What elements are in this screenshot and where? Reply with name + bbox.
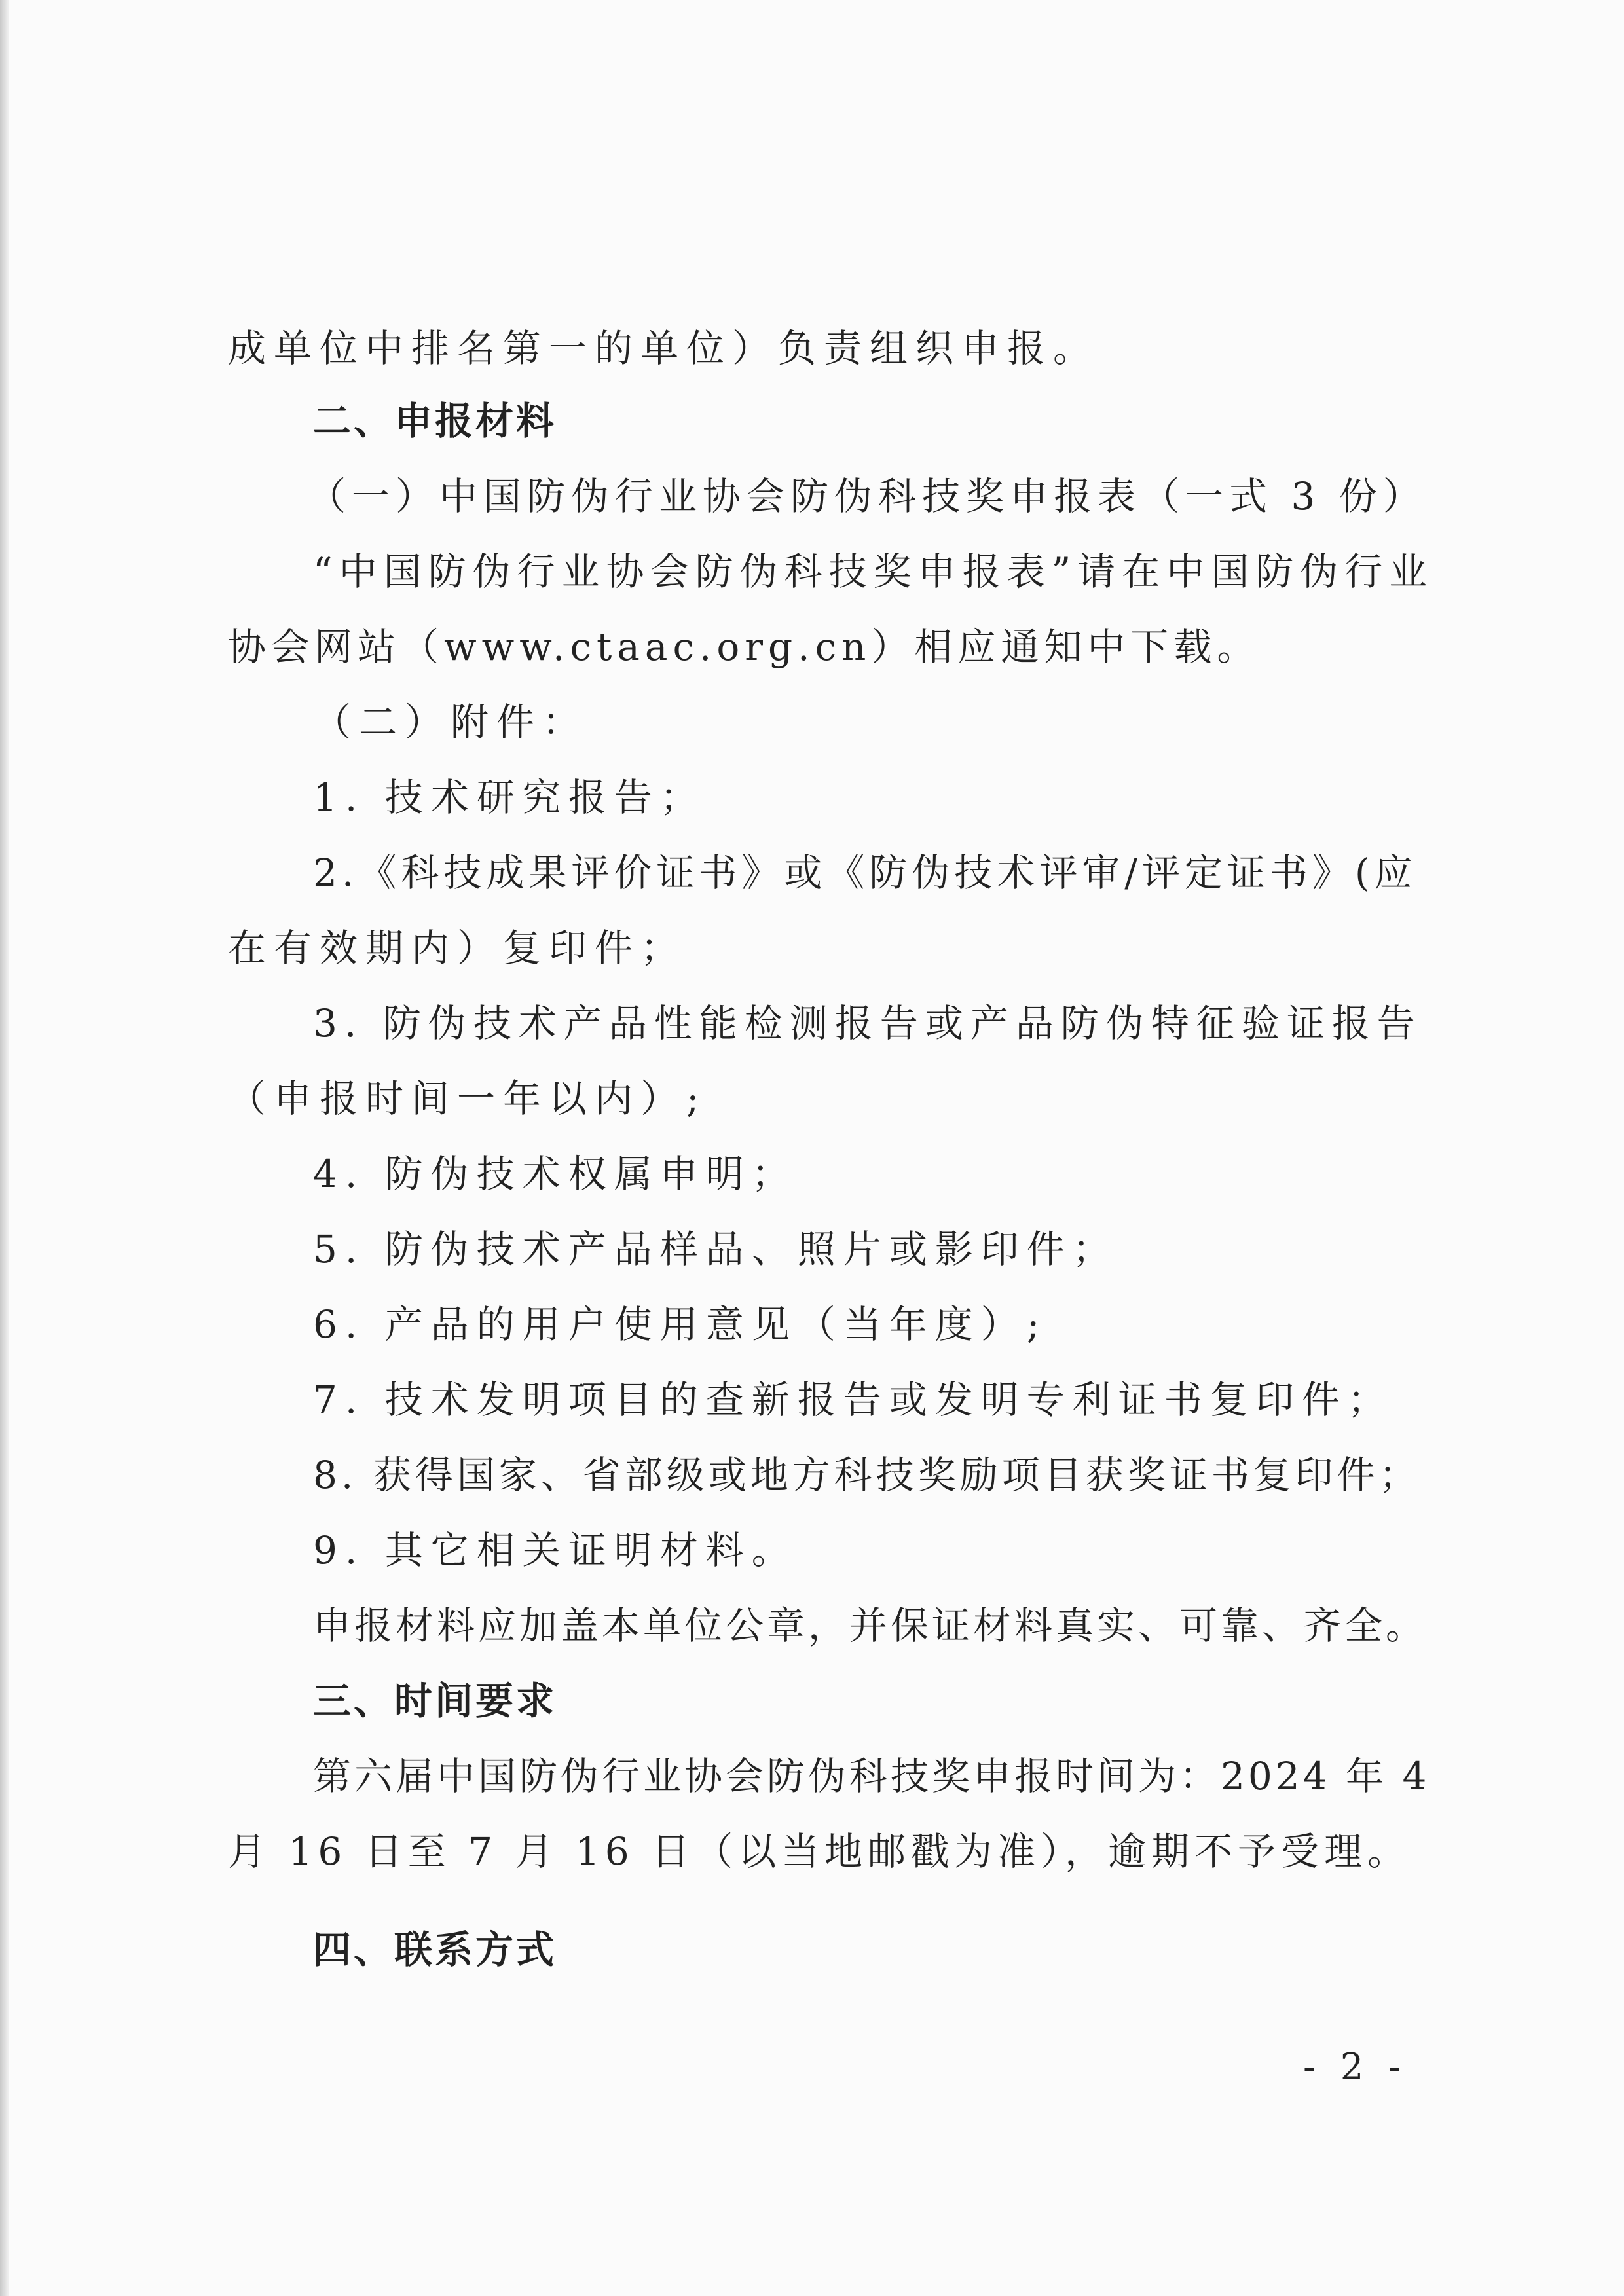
list-item: 4. 防伪技术权属申明； <box>313 1152 798 1196</box>
text-line: （申报时间一年以内）; <box>228 1076 707 1121</box>
text-line: 申报材料应加盖本单位公章，并保证材料真实、可靠、齐全。 <box>313 1603 1428 1648</box>
scan-page-edge <box>0 0 9 2296</box>
list-item: 3. 防伪技术产品性能检测报告或产品防伪特征验证报告 <box>313 1001 1422 1046</box>
list-item: 9. 其它相关证明材料。 <box>313 1528 798 1573</box>
text-line: 成单位中排名第一的单位）负责组织申报。 <box>228 326 1099 371</box>
list-item: 7. 技术发明项目的查新报告或发明专利证书复印件； <box>313 1377 1393 1422</box>
text-line: 协会网站（www.ctaac.org.cn）相应通知中下载。 <box>228 625 1261 669</box>
text-line: 第六届中国防伪行业协会防伪科技奖申报时间为：2024 年 4 <box>313 1754 1430 1798</box>
subsection-heading: （一）中国防伪行业协会防伪科技奖申报表（一式 3 份） <box>308 474 1427 519</box>
subsection-heading: （二）附件： <box>313 700 589 744</box>
section-heading: 四、联系方式 <box>313 1927 557 1972</box>
text-line: 月 16 日至 7 月 16 日（以当地邮戳为准），逾期不予受理。 <box>228 1829 1411 1874</box>
list-item: 8. 获得国家、省部级或地方科技奖励项目获奖证书复印件； <box>313 1453 1421 1497</box>
list-item: 5. 防伪技术产品样品、照片或影印件； <box>313 1227 1118 1271</box>
list-item: 1. 技术研究报告； <box>313 775 706 820</box>
page-number: - 2 - <box>1303 2046 1408 2088</box>
text-line: “中国防伪行业协会防伪科技奖申报表”请在中国防伪行业 <box>313 549 1434 594</box>
list-item: 2.《科技成果评价证书》或《防伪技术评审/评定证书》(应 <box>313 850 1417 895</box>
text-line: 在有效期内）复印件； <box>228 926 687 970</box>
section-heading: 三、时间要求 <box>313 1679 557 1723</box>
list-item: 6. 产品的用户使用意见（当年度）; <box>313 1302 1048 1347</box>
section-heading: 二、申报材料 <box>313 399 557 443</box>
